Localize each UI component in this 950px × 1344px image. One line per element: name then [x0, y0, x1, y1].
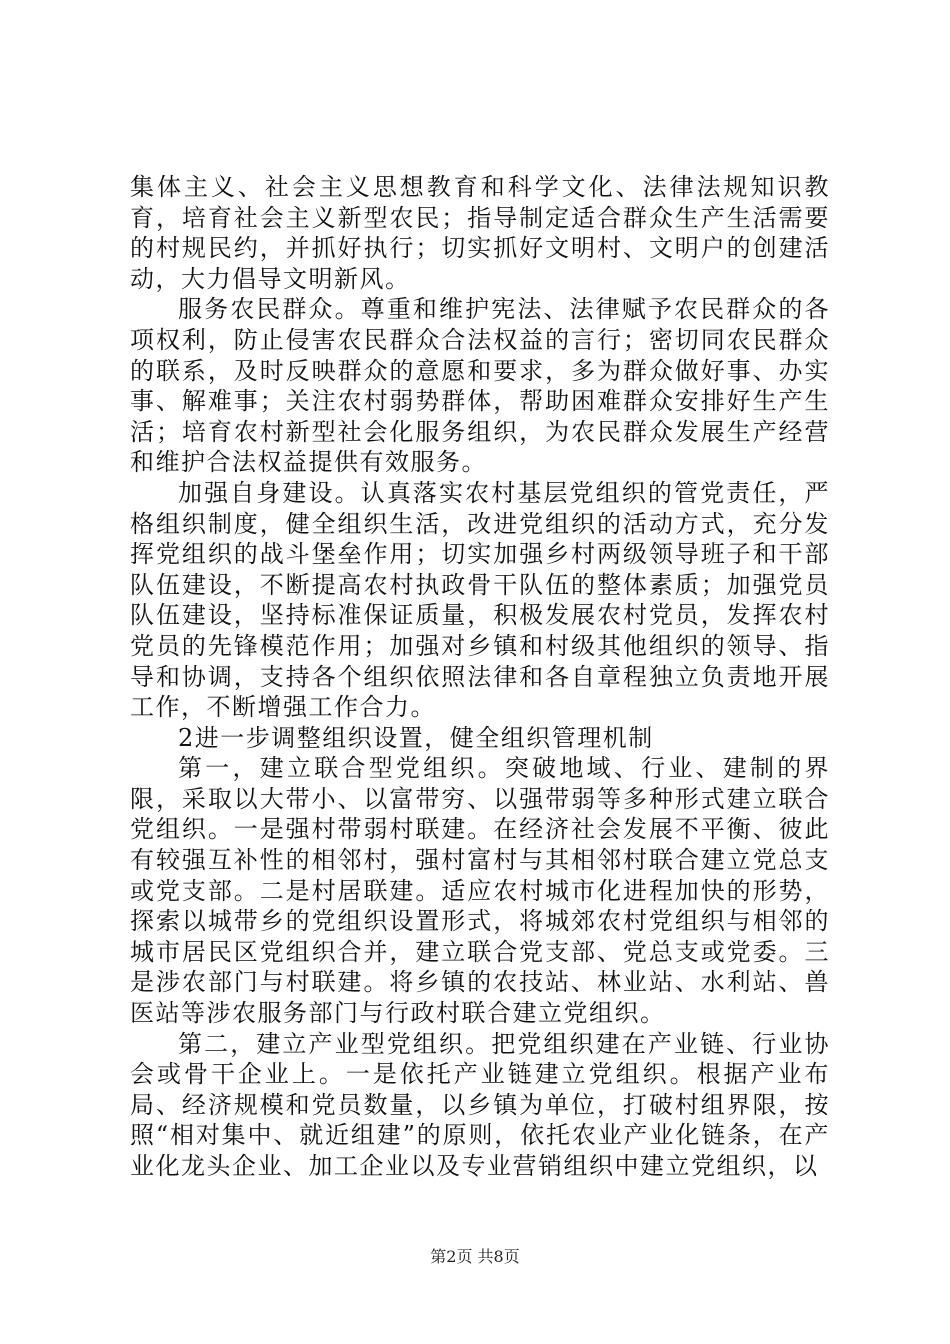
- paragraph-industry-party-org: 第二，建立产业型党组织。把党组织建在产业链、行业协会或骨干企业上。一是依托产业链建立党组织。根据产业布局、经济规模和党员数量，以乡镇为单位，打破村组界限，按照“相对集中、就近组建”的原则，依托农业产业化链条，在产业化龙头企业、加工企业以及专业营销组织中建立党组织，以: [130, 1029, 830, 1180]
- paragraph-serve-farmers: 服务农民群众。尊重和维护宪法、法律赋予农民群众的各项权利，防止侵害农民群众合法权益的言行；密切同农民群众的联系，及时反映群众的意愿和要求，多为群众做好事、办实事、解难事；关注农村弱势群体，帮助困难群众安排好生产生活；培育农村新型社会化服务组织，为农民群众发展生产经营和维护合法权益提供有效服务。: [130, 295, 830, 477]
- paragraph-joint-party-org: 第一，建立联合型党组织。突破地域、行业、建制的界限，采取以大带小、以富带穷、以强带弱等多种形式建立联合党组织。一是强村带弱村联建。在经济社会发展不平衡、彼此有较强互补性的相邻村，强村富村与其相邻村联合建立党总支或党支部。二是村居联建。适应农村城市化进程加快的形势，探索以城带乡的党组织设置形式，将城郊农村党组织与相邻的城市居民区党组织合并，建立联合党支部、党总支或党委。三是涉农部门与村联建。将乡镇的农技站、林业站、水利站、兽医站等涉农服务部门与行政村联合建立党组织。: [130, 754, 830, 1028]
- paragraph-continued: 集体主义、社会主义思想教育和科学文化、法律法规知识教育，培育社会主义新型农民；指导制定适合群众生产生活需要的村规民约，并抓好执行；切实抓好文明村、文明户的创建活动，大力倡导文明新风。: [130, 173, 830, 293]
- paragraph-self-building: 加强自身建设。认真落实农村基层党组织的管党责任，严格组织制度，健全组织生活，改进党组织的活动方式，充分发挥党组织的战斗堡垒作用；切实加强乡村两级领导班子和干部队伍建设，不断提高农村执政骨干队伍的整体素质；加强党员队伍建设，坚持标准保证质量，积极发展农村党员，发挥农村党员的先锋模范作用；加强对乡镇和村级其他组织的领导、指导和协调，支持各个组织依照法律和各自章程独立负责地开展工作，不断增强工作合力。: [130, 478, 830, 722]
- document-body: [130, 172, 830, 1182]
- page-number-footer: 第2页 共8页: [430, 1247, 520, 1266]
- section-heading: 2进一步调整组织设置，健全组织管理机制: [178, 723, 654, 752]
